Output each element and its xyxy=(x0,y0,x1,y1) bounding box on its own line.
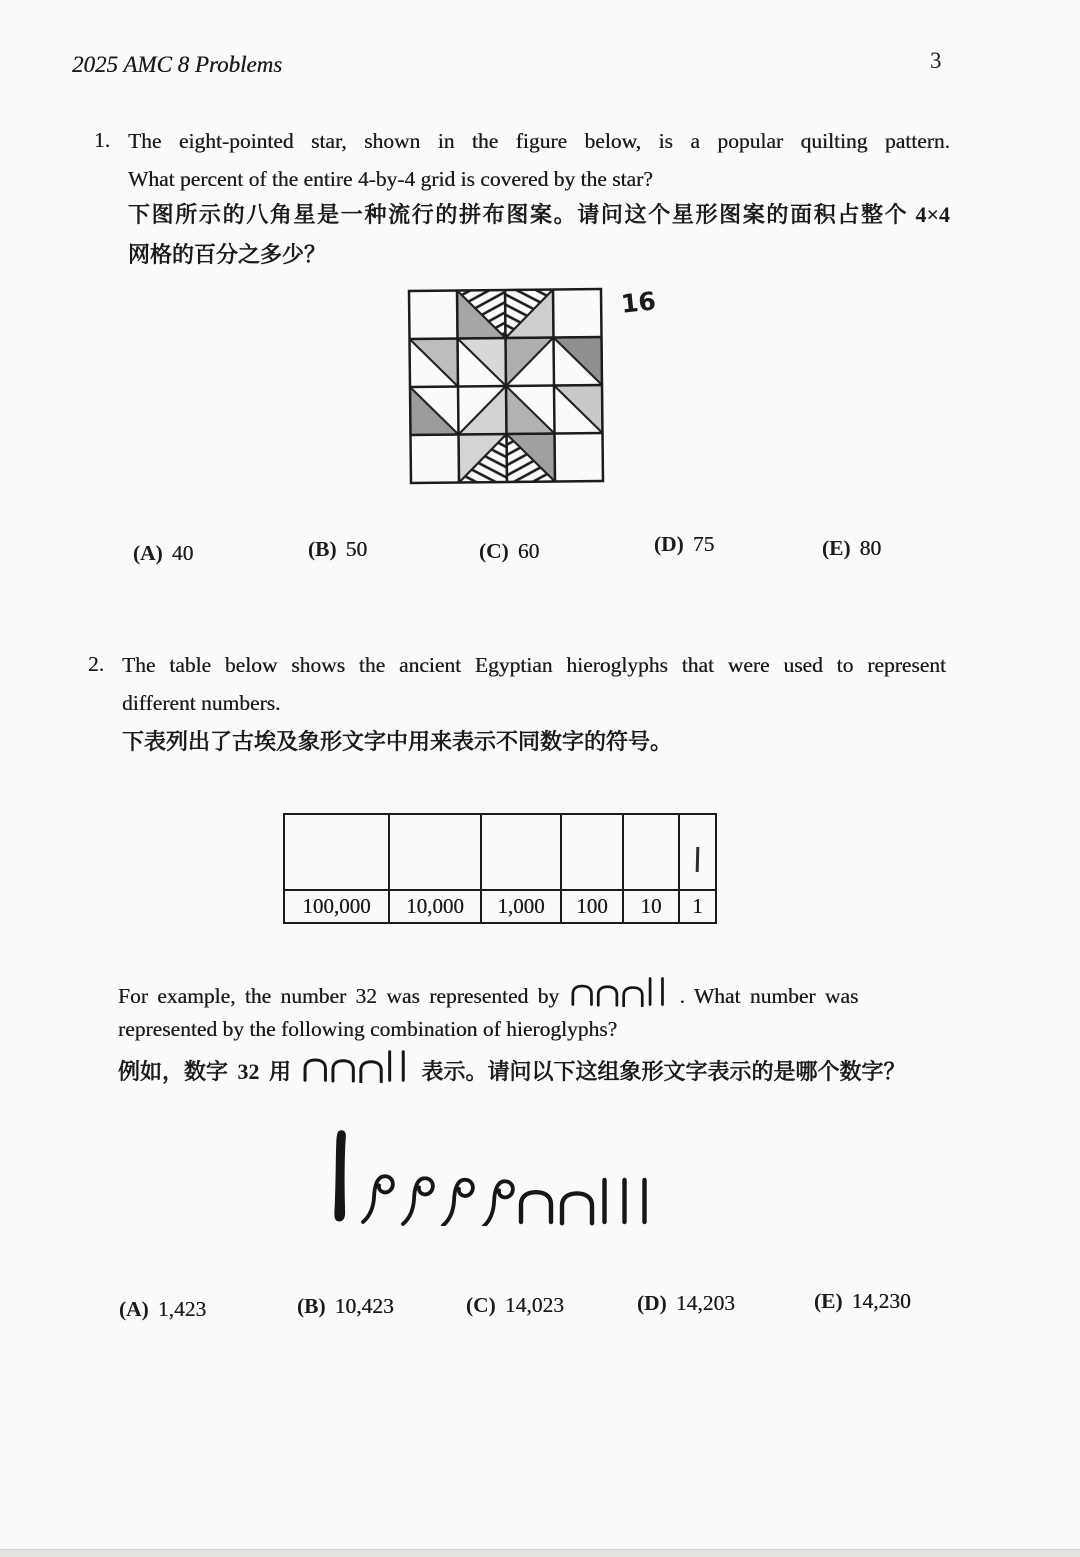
table-value-cell: 10 xyxy=(624,891,680,922)
table-symbol-cell xyxy=(285,815,390,891)
arch-glyph xyxy=(305,1060,325,1080)
hieroglyph-group-example-zh xyxy=(301,1059,422,1084)
problem2-number: 2. xyxy=(88,652,105,676)
choice-label: (A) xyxy=(133,541,163,565)
problem2-text-en-line1: The table below shows the ancient Egyptian hieroglyphs that were used to represent xyxy=(122,653,946,677)
coil-glyph xyxy=(363,1176,393,1222)
choice-2C xyxy=(466,1293,564,1318)
choice-value: 10,423 xyxy=(334,1294,394,1318)
choice-1E xyxy=(822,536,881,561)
page-number: 3 xyxy=(930,48,942,73)
table-symbol-cell xyxy=(482,815,562,891)
choice-1D xyxy=(654,532,714,557)
page-header-title: 2025 AMC 8 Problems xyxy=(72,52,283,77)
arch-glyph xyxy=(598,987,617,1005)
problem2-text-zh-line1: 下表列出了古埃及象形文字中用来表示不同数字的符号。 xyxy=(122,729,673,754)
choice-value: 80 xyxy=(859,536,882,560)
choice-label: (E) xyxy=(822,536,851,560)
choice-1A xyxy=(133,541,193,566)
star-point xyxy=(410,387,459,436)
arch-glyph xyxy=(332,1061,352,1081)
coil-glyph xyxy=(483,1181,513,1226)
arch-glyph xyxy=(360,1062,380,1082)
arch-glyph xyxy=(521,1192,551,1222)
problem1-number: 1. xyxy=(94,128,111,152)
example-zh-after: 表示。请问以下这组象形文字表示的是哪个数字？ xyxy=(421,1059,906,1084)
star-point xyxy=(553,337,602,386)
choice-value: 75 xyxy=(692,532,715,556)
choice-label: (C) xyxy=(479,539,509,563)
star-point xyxy=(554,385,603,434)
choice-value: 14,203 xyxy=(675,1291,735,1315)
choice-value: 14,230 xyxy=(851,1289,911,1313)
table-symbol-cell xyxy=(624,815,680,891)
choice-label: (D) xyxy=(637,1291,667,1315)
hieroglyph-table xyxy=(283,813,717,924)
table-symbol-cell xyxy=(390,815,482,891)
handwritten-note: 16 xyxy=(619,286,658,319)
choice-value: 40 xyxy=(171,541,194,565)
coil-glyph xyxy=(403,1178,433,1224)
choice-value: 1,423 xyxy=(157,1297,207,1321)
arch-glyph xyxy=(562,1193,592,1223)
problem1-text-en-line1: The eight-pointed star, shown in the figure below, is a popular quilting pattern. xyxy=(128,129,950,153)
choice-value: 50 xyxy=(345,537,368,561)
hieroglyph-group-example xyxy=(569,984,680,1008)
star-center-triangle xyxy=(506,385,555,434)
stroke-glyph xyxy=(696,846,699,871)
table-value-cell: 100 xyxy=(562,891,624,922)
choice-label: (C) xyxy=(466,1293,496,1317)
choice-2B xyxy=(297,1294,394,1319)
choice-label: (B) xyxy=(297,1294,326,1318)
choice-2E xyxy=(814,1289,911,1314)
star-point xyxy=(410,339,459,388)
choice-label: (D) xyxy=(654,532,684,556)
hieroglyph-svg xyxy=(569,976,680,1007)
table-symbol-cell xyxy=(562,815,624,891)
example-text-after: . What number was xyxy=(679,984,859,1008)
problem2-text-en-line2: different numbers. xyxy=(122,691,281,715)
choice-label: (A) xyxy=(119,1297,149,1321)
star-center-triangle xyxy=(458,338,507,387)
problem1-text-zh-line2: 网格的百分之多少？ xyxy=(128,242,327,267)
choice-label: (E) xyxy=(814,1289,843,1313)
quilt-star-svg xyxy=(407,287,605,485)
choice-2A xyxy=(119,1297,206,1322)
table-value-cell: 100,000 xyxy=(285,891,390,922)
star-center-triangle xyxy=(505,338,554,387)
finger-glyph xyxy=(335,1131,346,1221)
hieroglyph-svg xyxy=(326,1126,668,1226)
coil-glyph xyxy=(443,1180,473,1226)
problem1-text-en-line2: What percent of the entire 4-by-4 grid is covered by the star? xyxy=(128,167,653,191)
choice-label: (B) xyxy=(308,537,337,561)
hieroglyph-combination-figure xyxy=(326,1126,668,1227)
choice-1C xyxy=(479,539,539,564)
table-symbol-cell xyxy=(680,815,715,891)
example-sentence-en xyxy=(118,976,858,1010)
problem1-text-zh-line1: 下图所示的八角星是一种流行的拼布图案。请问这个星形图案的面积占整个 4×4 xyxy=(128,202,950,227)
example-sentence-en-line2: represented by the following combination of hieroglyphs? xyxy=(118,1017,618,1041)
example-zh-before: 例如，数字 32 用 xyxy=(118,1059,292,1084)
hieroglyph-svg xyxy=(301,1049,422,1083)
quilt-star-figure xyxy=(407,287,605,485)
choice-2D xyxy=(637,1291,735,1316)
table-value-cell: 1 xyxy=(692,894,703,918)
grid-lines xyxy=(409,289,603,483)
choice-1B xyxy=(308,537,367,562)
table-value-cell: 10,000 xyxy=(390,891,482,922)
table-value-cell: 1,000 xyxy=(482,891,562,922)
example-sentence-zh xyxy=(118,1049,906,1087)
arch-glyph xyxy=(572,986,591,1004)
arch-glyph xyxy=(623,988,642,1006)
choice-value: 14,023 xyxy=(504,1293,564,1317)
star-center-triangle xyxy=(458,386,507,435)
example-text-before: For example, the number 32 was represented by xyxy=(118,984,560,1008)
choice-value: 60 xyxy=(517,539,540,563)
